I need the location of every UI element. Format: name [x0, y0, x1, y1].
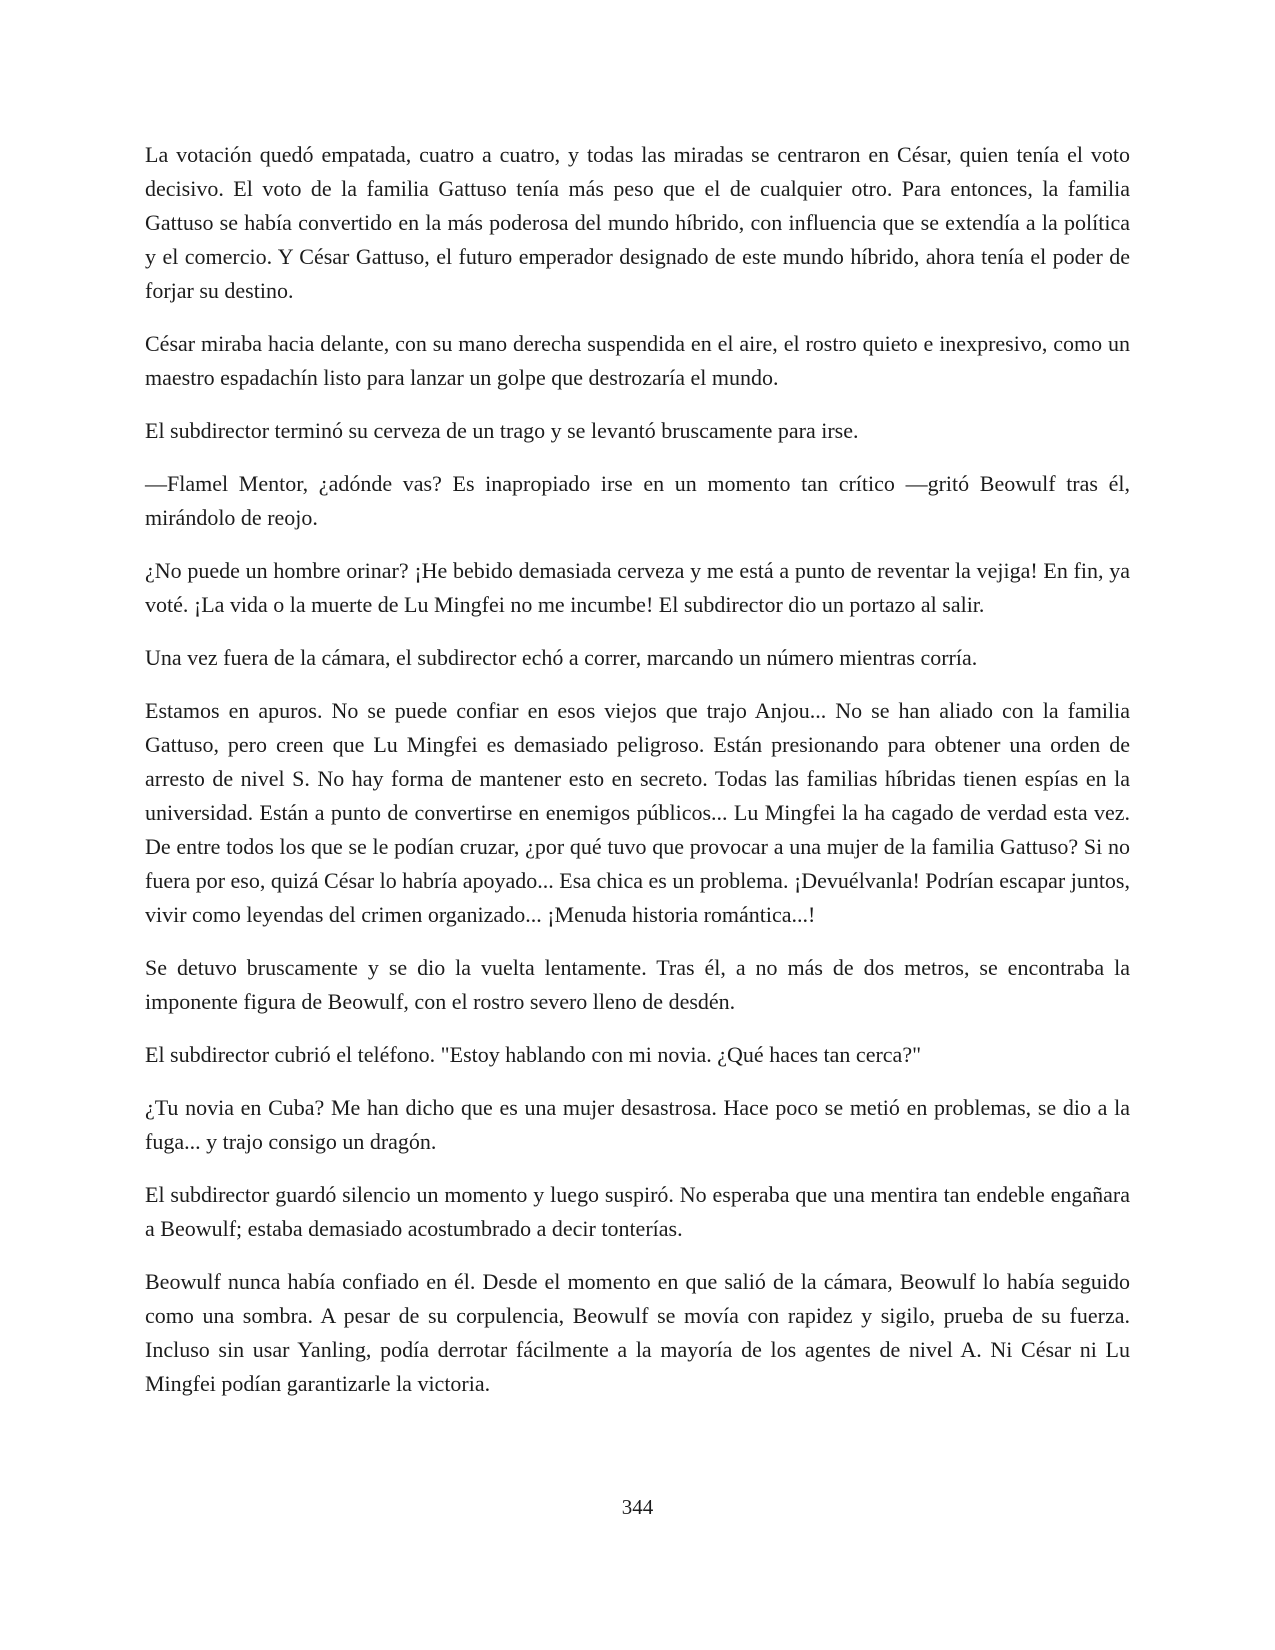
paragraph: Beowulf nunca había confiado en él. Desde el momento en que salió de la cámara, Beowulf lo había seguido como una sombra. A pesar de su corpulencia, Beowulf se movía con rapidez y sigilo, prueba de su fuerza. Incluso sin usar Yanling, podía derrotar fácilmente a la mayoría de los agentes de nivel A. Ni César ni Lu Mingfei podían garantizarle la victoria.: [145, 1269, 1130, 1396]
paragraph: Se detuvo bruscamente y se dio la vuelta lentamente. Tras él, a no más de dos metros, se encontraba la imponente figura de Beowulf, con el rostro severo lleno de desdén.: [145, 955, 1130, 1014]
paragraph: El subdirector guardó silencio un momento y luego suspiró. No esperaba que una mentira tan endeble engañara a Beowulf; estaba demasiado acostumbrado a decir tonterías.: [145, 1182, 1130, 1241]
paragraph: Una vez fuera de la cámara, el subdirector echó a correr, marcando un número mientras corría.: [145, 645, 978, 670]
paragraph: ¿No puede un hombre orinar? ¡He bebido demasiada cerveza y me está a punto de reventar la vejiga! En fin, ya voté. ¡La vida o la muerte de Lu Mingfei no me incumbe! El subdirector dio un portazo al salir.: [145, 558, 1130, 617]
body-text: [145, 138, 1130, 1401]
paragraph: El subdirector terminó su cerveza de un trago y se levantó bruscamente para irse.: [145, 418, 859, 443]
paragraph: ¿Tu novia en Cuba? Me han dicho que es una mujer desastrosa. Hace poco se metió en problemas, se dio a la fuga... y trajo consigo un dragón.: [145, 1095, 1130, 1154]
paragraph: —Flamel Mentor, ¿adónde vas? Es inapropiado irse en un momento tan crítico —gritó Beowulf tras él, mirándolo de reojo.: [145, 471, 1130, 530]
paragraph: La votación quedó empatada, cuatro a cuatro, y todas las miradas se centraron en César, quien tenía el voto decisivo. El voto de la familia Gattuso tenía más peso que el de cualquier otro. Para entonces, la familia Gattuso se había convertido en la más poderosa del mundo híbrido, con influencia que se extendía a la política y el comercio. Y César Gattuso, el futuro emperador designado de este mundo híbrido, ahora tenía el poder de forjar su destino.: [145, 142, 1130, 303]
paragraph: César miraba hacia delante, con su mano derecha suspendida en el aire, el rostro quieto e inexpresivo, como un maestro espadachín listo para lanzar un golpe que destrozaría el mundo.: [145, 331, 1130, 390]
paragraph: Estamos en apuros. No se puede confiar en esos viejos que trajo Anjou... No se han aliado con la familia Gattuso, pero creen que Lu Mingfei es demasiado peligroso. Están presionando para obtener una orden de arresto de nivel S. No hay forma de mantener esto en secreto. Todas las familias híbridas tienen espías en la universidad. Están a punto de convertirse en enemigos públicos... Lu Mingfei la ha cagado de verdad esta vez. De entre todos los que se le podían cruzar, ¿por qué tuvo que provocar a una mujer de la familia Gattuso? Si no fuera por eso, quizá César lo habría apoyado... Esa chica es un problema. ¡Devuélvanla! Podrían escapar juntos, vivir como leyendas del crimen organizado... ¡Menuda historia romántica...!: [145, 698, 1130, 927]
paragraph: El subdirector cubrió el teléfono. "Estoy hablando con mi novia. ¿Qué haces tan cerca?": [145, 1042, 922, 1067]
page-number: 344: [621, 1495, 654, 1519]
